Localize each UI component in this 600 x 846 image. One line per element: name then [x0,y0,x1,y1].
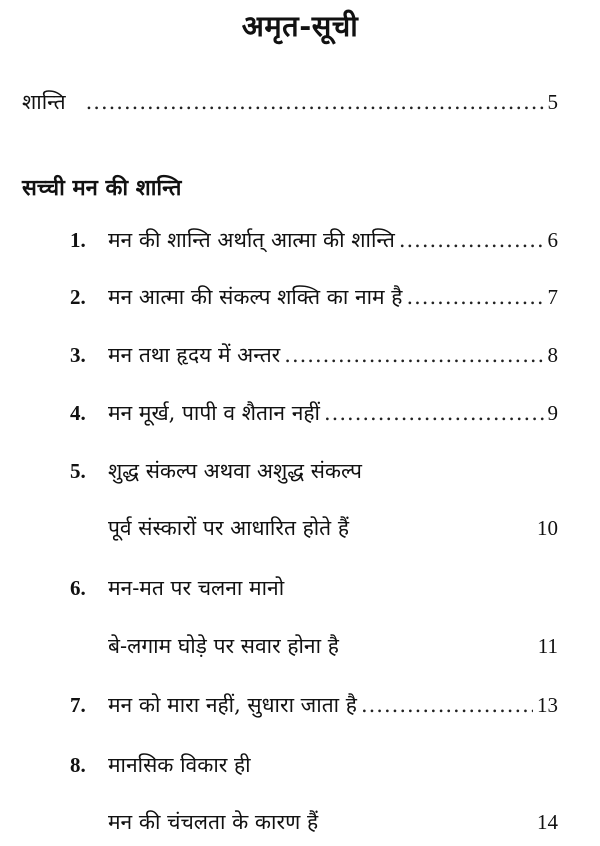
toc-entry-7[interactable] [70,691,558,719]
entry-number: 6. [70,576,86,600]
entry-page: 7 [547,285,558,309]
entry-number: 1. [70,228,86,252]
toc-intro-label: शान्ति [22,90,66,114]
entry-title: शुद्ध संकल्प अथवा अशुद्ध संकल्प [108,459,362,483]
entry-page: 8 [547,343,558,367]
page-title: अमृत-सूची [241,9,359,43]
entry-page: 11 [537,634,558,658]
leader-dots [361,691,533,719]
entry-number: 3. [70,343,86,367]
entry-title: मन आत्मा की संकल्प शक्ति का नाम है [108,285,403,309]
toc-intro-page: 5 [547,90,558,114]
toc-entry-8[interactable] [70,751,558,779]
leader-dots [406,283,543,311]
entry-title-cont: मन की चंचलता के कारण हैं [108,810,319,834]
toc-entry-4[interactable] [70,399,558,427]
entry-number: 5. [70,459,86,483]
entry-number: 4. [70,401,86,425]
leader-dots [399,226,544,254]
entry-number: 7. [70,693,86,717]
toc-entry-6[interactable] [70,574,558,602]
toc-entry-5-continuation[interactable] [108,514,558,542]
entry-page: 6 [547,228,558,252]
leader-dots [324,399,544,427]
toc-entry-8-continuation[interactable] [108,808,558,836]
leader-dots [86,88,544,116]
entry-page: 9 [547,401,558,425]
toc-entry-2[interactable] [70,283,558,311]
entry-title: मानसिक विकार ही [108,753,251,777]
section-heading: सच्ची मन की शान्ति [22,175,182,201]
entry-page: 13 [537,693,558,717]
toc-entry-5[interactable] [70,457,558,485]
entry-title-cont: बे-लगाम घोड़े पर सवार होना है [108,634,339,658]
entry-title: मन-मत पर चलना मानो [108,576,285,600]
entry-title-cont: पूर्व संस्कारों पर आधारित होते हैं [108,516,349,540]
entry-number: 8. [70,753,86,777]
entry-number: 2. [70,285,86,309]
entry-title: मन मूर्ख, पापी व शैतान नहीं [108,401,320,425]
entry-page: 10 [537,516,558,540]
leader-dots [284,341,543,369]
entry-page: 14 [537,810,558,834]
entry-title: मन की शान्ति अर्थात् आत्मा की शान्ति [108,228,395,252]
toc-entry-3[interactable] [70,341,558,369]
toc-entry-6-continuation[interactable] [108,632,558,660]
toc-entry-1[interactable] [70,226,558,254]
entry-title: मन तथा हृदय में अन्तर [108,343,281,367]
toc-intro-row[interactable] [22,88,558,116]
entry-title: मन को मारा नहीं, सुधारा जाता है [108,693,357,717]
